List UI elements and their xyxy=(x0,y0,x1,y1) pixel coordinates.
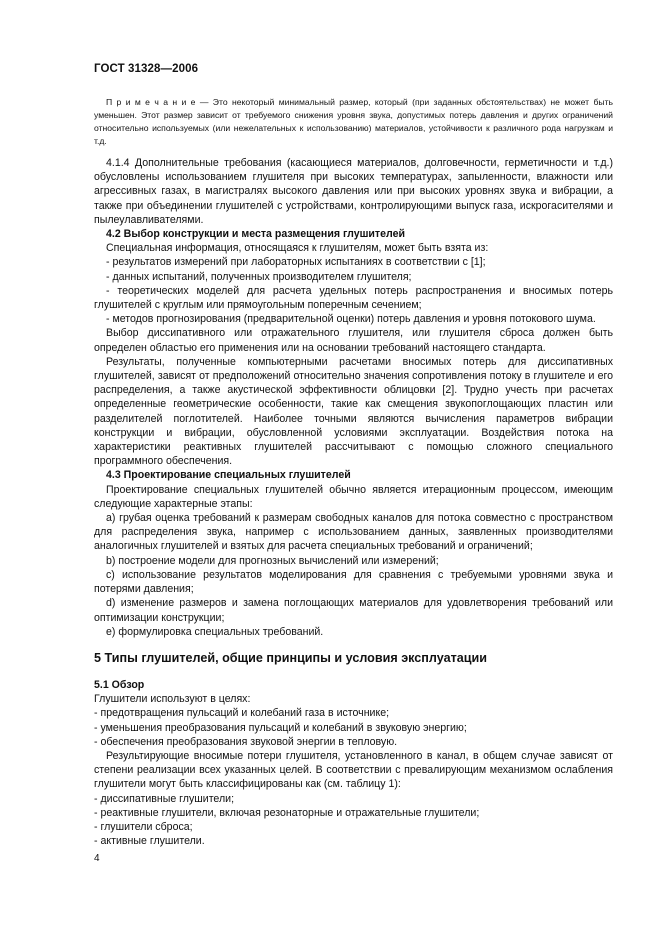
list-item: c) использование результатов моделирования для сравнения с требуемыми уровнями звука и потерями давления; xyxy=(94,568,613,596)
list-item: - уменьшения преобразования пульсаций и колебаний в звуковую энергию; xyxy=(94,721,467,734)
section-4-2-paragraph-2: Результаты, полученные компьютерными расчетами вносимых потерь для диссипативных глушителей, зависят от предположений относительно значения сопротивления потоку в глушителе и его распределения, а также акустической эффективности облицовки [2]. Трудно учесть при расчетах определенные геометрические особенности, такие как смещения звукопоглощающих пластин или разделителей поглотителей. Наиболее точными являются вычисления параметров вибрации конструкции и вибрации, обусловленной условиями эксплуатации. Воздействия потока на характеристики реактивных глушителей рассчитывают с помощью сложного специального программного обеспечения. xyxy=(94,355,613,468)
list-item: - теоретических моделей для расчета удельных потерь распространения и вносимых потерь глушителей с круглым или прямоугольным поперечным сечением; xyxy=(94,284,613,312)
list-item: - предотвращения пульсаций и колебаний газа в источнике; xyxy=(94,707,390,720)
note-text: — Это некоторый минимальный размер, который (при заданных обстоятельствах) не может быть уменьшен. Этот размер зависит от требуемого снижения уровня звука, допустимых потерь давления и других ограничений относительно используемых (или нежелательных к использованию) материалов, устойчивости к различного рода нагрузкам и т.д. xyxy=(94,97,614,146)
standard-header: ГОСТ 31328—2006 xyxy=(94,63,199,75)
section-4-3-intro: Проектирование специальных глушителей обычно является итерационным процессом, имеющим следующие характерные этапы: xyxy=(94,483,613,510)
page-content xyxy=(94,96,613,848)
note-label: П р и м е ч а н и е xyxy=(106,97,196,107)
list-item: - данных испытаний, полученных производителем глушителя; xyxy=(106,270,412,283)
list-item: - результатов измерений при лабораторных испытаниях в соответствии с [1]; xyxy=(106,256,486,269)
section-4-2-paragraph-1: Выбор диссипативного или отражательного глушителя, или глушителя сброса должен быть определен областью его применения или на основании требований настоящего стандарта. xyxy=(94,327,613,354)
section-5-title: 5 Типы глушителей, общие принципы и условия эксплуатации xyxy=(94,650,487,665)
paragraph-4-1-4: 4.1.4 Дополнительные требования (касающиеся материалов, долговечности, герметичности и т.д.) обусловлены использованием глушителя при высоких температурах, запыленности, влажности или агрессивных газах, в магистралях высокого давления или при высоких уровнях звука и вибрации, а также при объединении глушителей с устройствами, контролирующими выпуск газа, искрогасителями и пылеулавливателями. xyxy=(94,157,613,226)
list-item: - обеспечения преобразования звуковой энергии в тепловую. xyxy=(94,735,398,748)
list-item: - глушители сброса; xyxy=(94,820,193,833)
list-item: - диссипативные глушители; xyxy=(94,792,235,805)
note-paragraph xyxy=(94,96,613,148)
section-5-1-intro: Глушители используют в целях: xyxy=(94,693,251,706)
list-item: e) формулировка специальных требований. xyxy=(106,625,324,638)
section-4-2-title: 4.2 Выбор конструкции и места размещения глушителей xyxy=(106,228,406,241)
list-item: - методов прогнозирования (предварительной оценки) потерь давления и уровня потокового шума. xyxy=(106,313,596,326)
section-4-3-title: 4.3 Проектирование специальных глушителей xyxy=(106,469,351,482)
list-item: d) изменение размеров и замена поглощающих материалов для удовлетворения требований или оптимизации конструкции; xyxy=(94,597,613,624)
section-5-1-paragraph: Результирующие вносимые потери глушителя, установленного в канал, в общем случае зависят от степени реализации всех указанных целей. В соответствии с превалирующим механизмом ослабления глушители могут быть классифицированы как (см. таблицу 1): xyxy=(94,749,613,791)
list-item: - реактивные глушители, включая резонаторные и отражательные глушители; xyxy=(94,806,480,819)
list-item: а) грубая оценка требований к размерам свободных каналов для потока совместно с пространством для распределения звука, например с использованием данных, заявленных производителями аналогичных глушителей и взятых для расчета специальных требований и ограничений; xyxy=(94,512,613,553)
list-item: - активные глушители. xyxy=(94,835,205,848)
list-item: b) построение модели для прогнозных вычислений или измерений; xyxy=(106,554,439,567)
section-4-2-intro: Специальная информация, относящаяся к глушителям, может быть взята из: xyxy=(106,242,489,255)
page-number: 4 xyxy=(94,853,100,864)
section-5-1-title: 5.1 Обзор xyxy=(94,678,145,691)
